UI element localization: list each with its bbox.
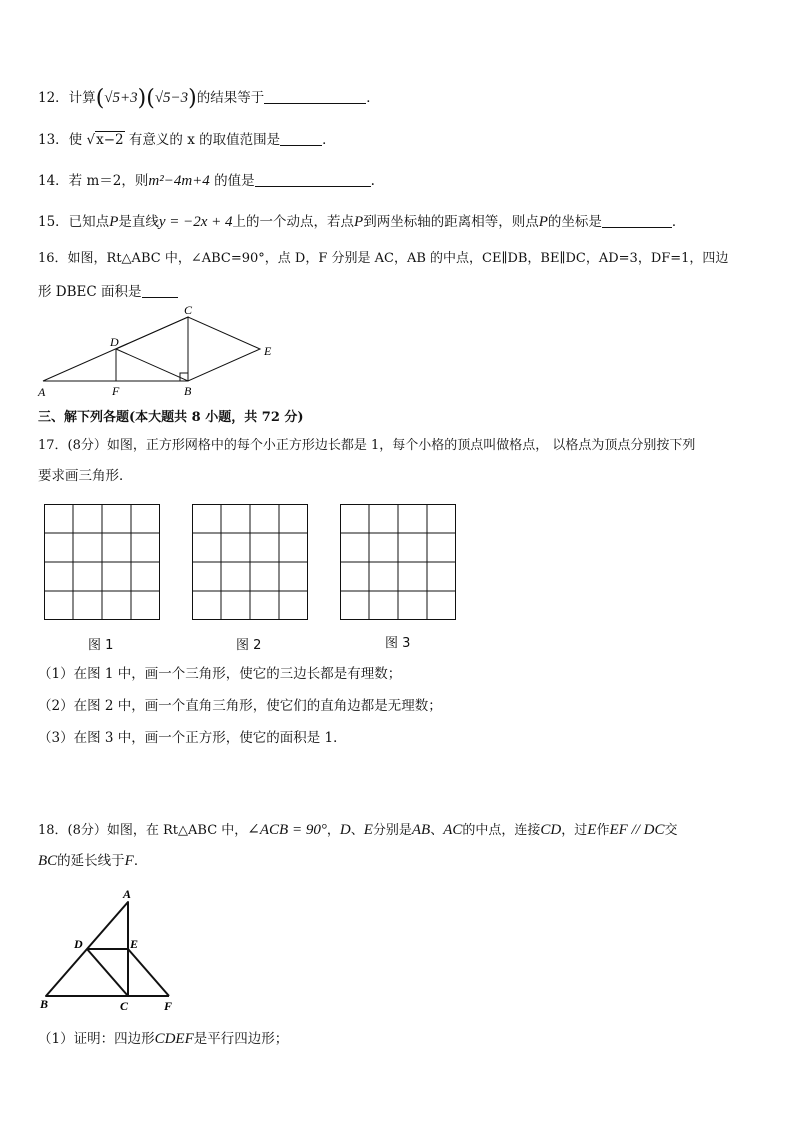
answer-blank-14 (255, 172, 371, 187)
q16-label-b: B (184, 384, 192, 398)
q17-part-1: （1）在图 1 中，画一个三角形，使它的三边长都是有理数； (38, 666, 402, 682)
answer-blank-15 (602, 213, 672, 228)
q18-label-f: F (164, 999, 173, 1013)
question-14: 14．若 m＝2，则m²−4m+4 的值是 . (38, 173, 375, 189)
question-15: 15．已知点P是直线y = −2x + 4上的一个动点，若点P到两坐标轴的距离相等，则点P的坐标是 ． (38, 214, 686, 230)
q13-radicand: x−2 (96, 132, 124, 148)
q17-part-2: （2）在图 2 中，画一个直角三角形，使它们的直角边都是无理数； (38, 698, 442, 714)
q17-part-3: （3）在图 3 中，画一个正方形，使它的面积是 1． (38, 730, 347, 746)
grid-caption-2: 图 2 (236, 638, 262, 653)
question-16-line1: 16．如图，Rt△ABC 中，∠ABC=90°，点 D，F 分别是 AC，AB 的中点，CE∥DB，BE∥DC，AD=3，DF=1，四边 (38, 251, 729, 266)
grid-caption-1: 图 1 (88, 638, 114, 653)
q18-label-b: B (40, 997, 49, 1011)
question-13: 13．使 √x−2 有意义的 x 的取值范围是 ． (38, 132, 336, 148)
q18-label-a: A (123, 887, 132, 901)
q15-expr: y = −2x + 4 (158, 214, 233, 230)
question-18-line1: 18．(8分）如图，在 Rt△ABC 中，∠ACB = 90°，D、E分别是AB、AC的中点，连接CD，过E作EF // DC交 (38, 822, 678, 838)
question-16-line2: 形 DBEC 面积是 (38, 282, 178, 302)
q16-right-angle-mark (180, 373, 188, 381)
q16-label-c: C (184, 303, 193, 317)
answer-blank-12 (264, 89, 366, 104)
q18-label-c: C (120, 999, 129, 1013)
answer-blank-16 (142, 283, 178, 298)
q12-expr1: √5+3 (104, 90, 138, 106)
grid-figure-2 (192, 504, 308, 620)
q12-expr2: √5−3 (154, 90, 189, 106)
question-12: 12．计算(√5+3)(√5−3)的结果等于 ． (38, 86, 380, 111)
q14-expr: m²−4m+4 (148, 173, 210, 189)
q18-label-d: D (74, 937, 83, 951)
question-17-line2: 要求画三角形． (38, 468, 133, 484)
q16-figure (30, 305, 290, 400)
q18-segment-ef (128, 949, 169, 996)
question-18-line2: BC的延长线于F． (38, 853, 148, 869)
grid-caption-3: 图 3 (385, 636, 411, 651)
section-3-title: 三、解下列各题(本大题共 8 小题，共 72 分) (38, 410, 304, 425)
q18-part-1: （1）证明：四边形CDEF是平行四边形； (38, 1031, 289, 1047)
q16-label-f: F (112, 384, 120, 398)
q18-label-e: E (130, 937, 139, 951)
q16-label-d: D (110, 335, 119, 349)
q16-label-e: E (264, 344, 272, 358)
grid-figure-1 (44, 504, 160, 620)
q16-label-a: A (38, 385, 46, 399)
answer-blank-13 (280, 131, 322, 146)
grid-figure-3 (340, 504, 456, 620)
q18-segment-dc (87, 949, 128, 996)
question-17-line1: 17．(8分）如图，正方形网格中的每个小正方形边长都是 1，每个小格的顶点叫做格点， 以格点为顶点分别按下列 (38, 438, 696, 453)
q18-figure (38, 884, 188, 1014)
